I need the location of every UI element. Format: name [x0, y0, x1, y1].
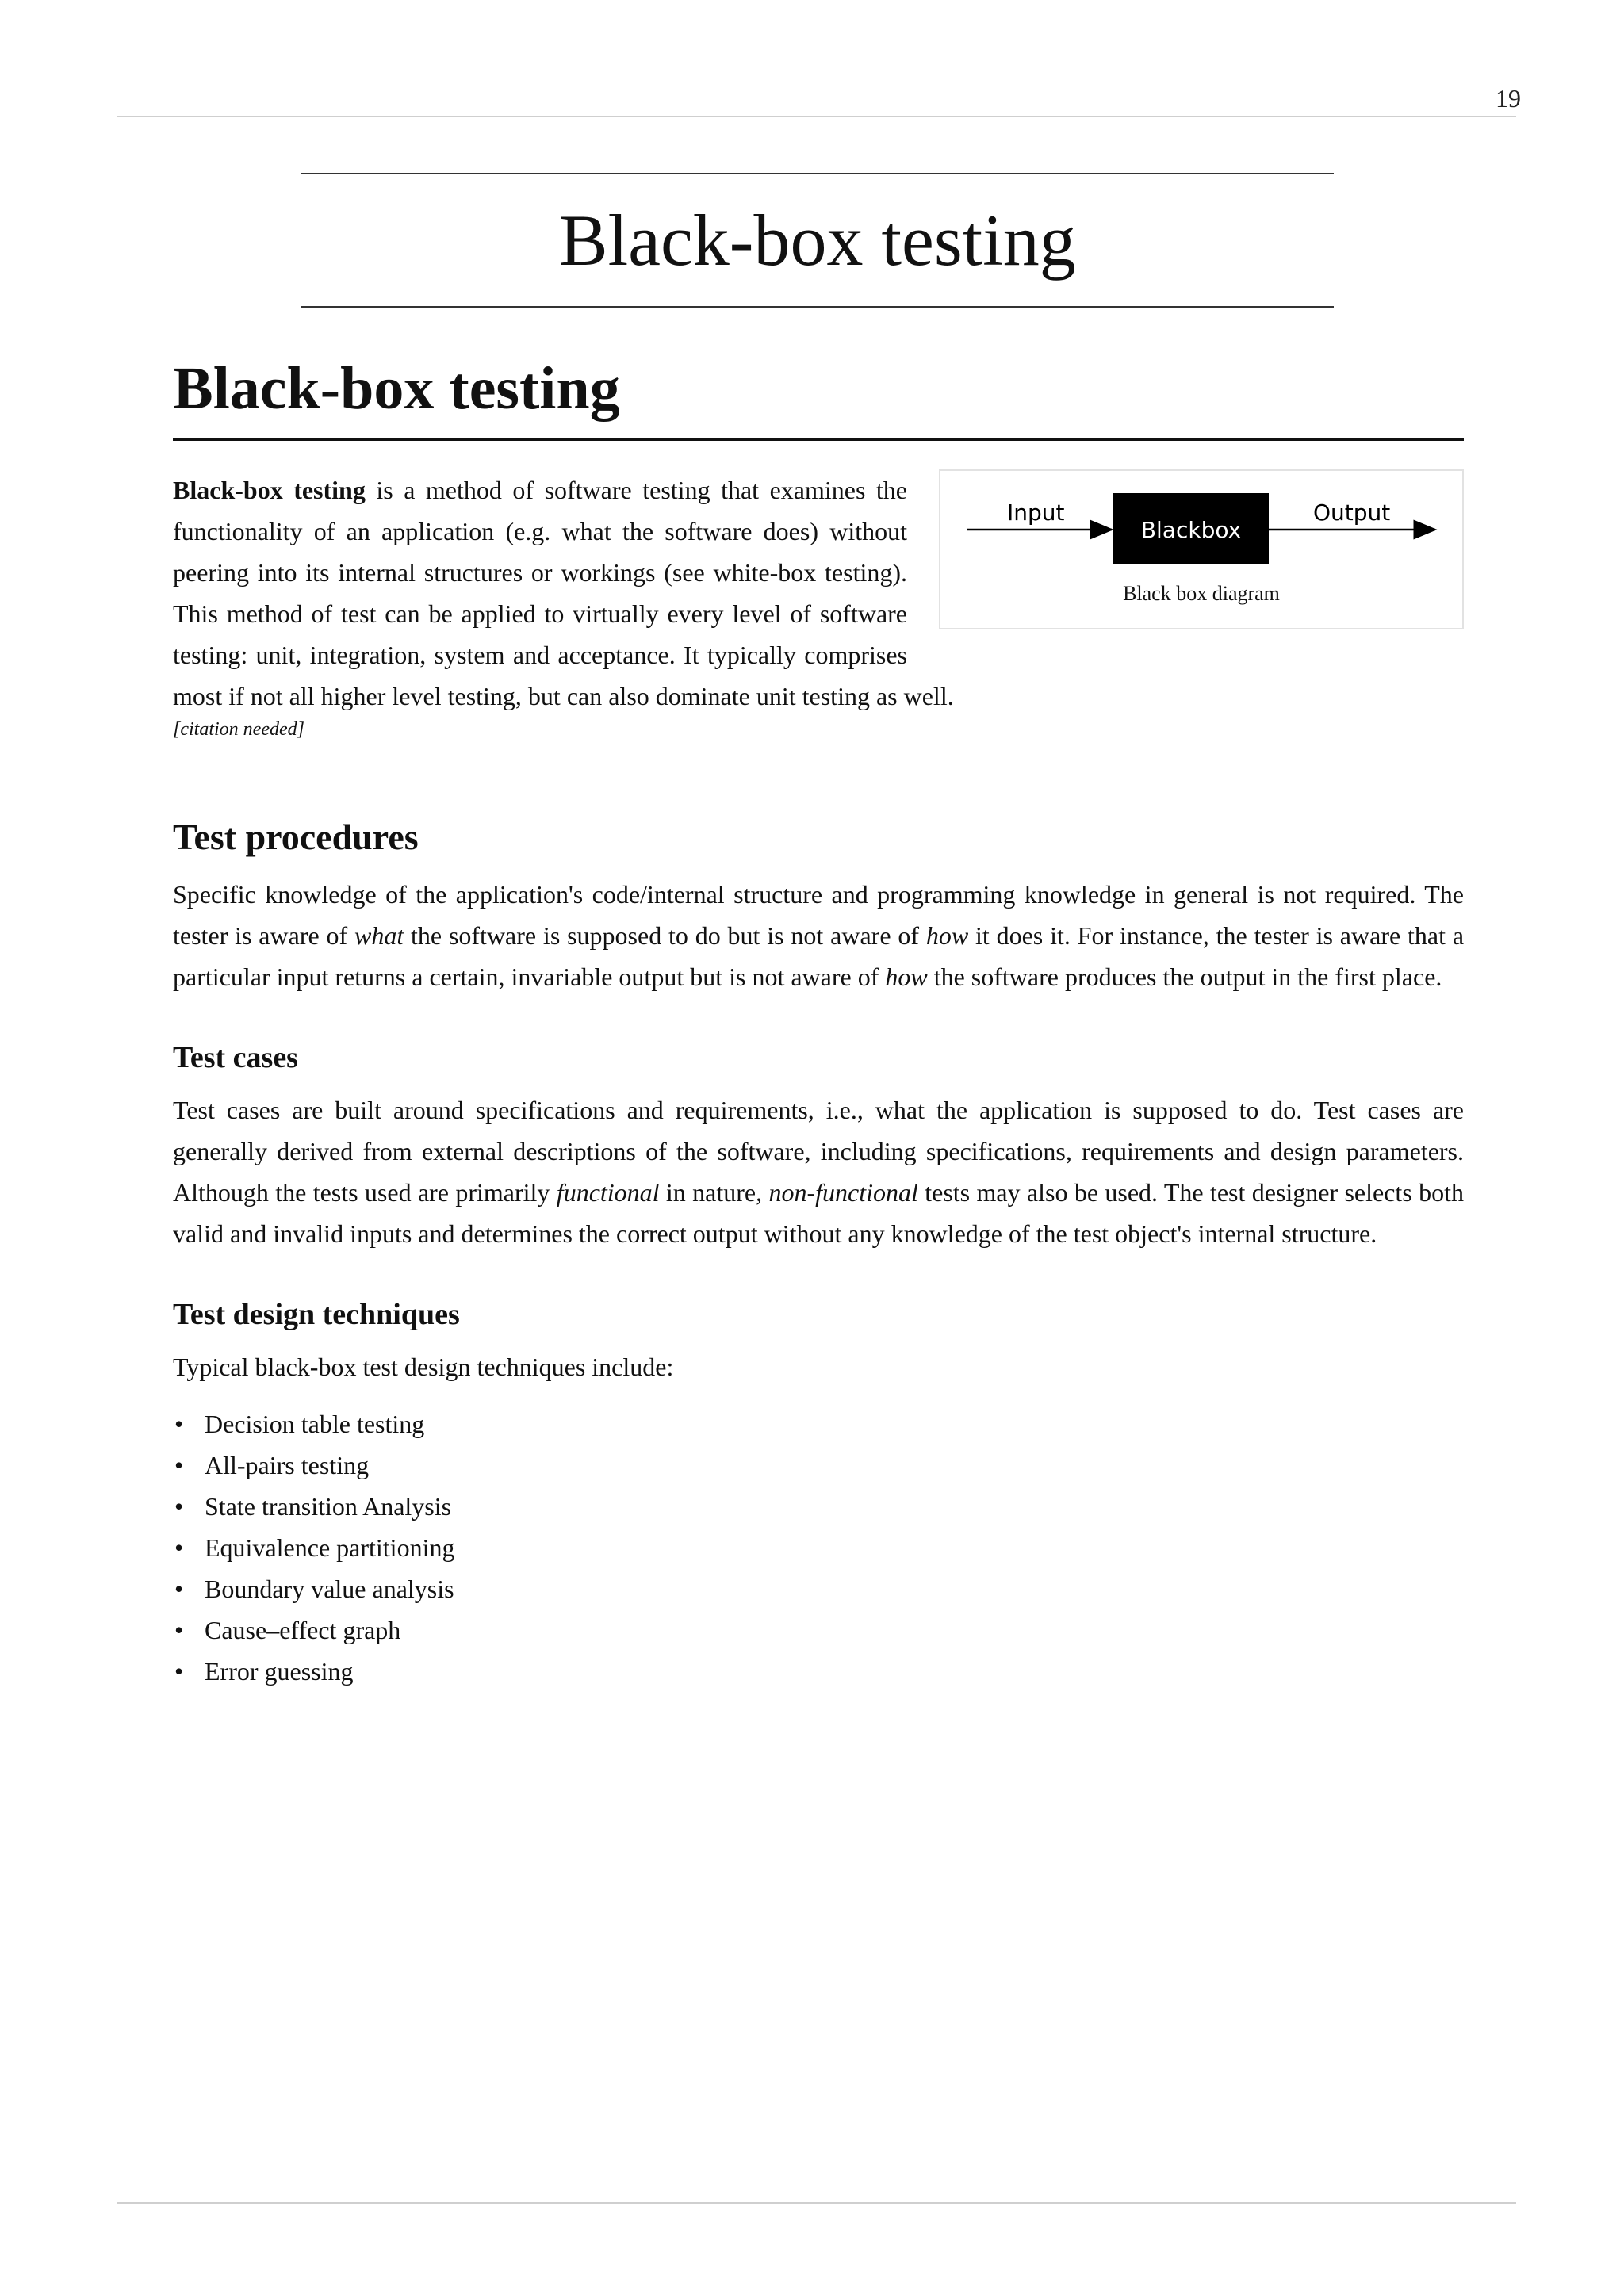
list-item: • Error guessing: [173, 1651, 1464, 1692]
citation-needed-link[interactable]: [citation needed]: [173, 719, 304, 740]
emphasis-how: how: [925, 921, 969, 950]
list-item: • Cause–effect graph: [173, 1609, 1464, 1651]
list-item: • Equivalence partitioning: [173, 1527, 1464, 1568]
intro-lead-bold: Black-box testing: [173, 476, 366, 504]
emphasis-what: what: [354, 921, 404, 950]
footer-divider: [117, 2202, 1516, 2204]
text-run: Test cases are built around specifications and requirements, i.e., what the application is supposed to do. Test cases are generally derived from external descriptions of the software, including specifications, requirements and design parameters. Although the tests used are primarily: [173, 1096, 1464, 1207]
test-design-intro: Typical black-box test design techniques include:: [173, 1353, 674, 1381]
text-run: Specific knowledge of the application's code/internal structure and programming knowledge in general is not required. The tester is aware of: [173, 880, 1464, 950]
input-label: Input: [1007, 499, 1065, 526]
section-heading-test-design-techniques: Test design techniques: [173, 1298, 460, 1331]
article-body: [173, 349, 1464, 1692]
emphasis-functional: functional: [556, 1178, 660, 1207]
text-run: in nature,: [659, 1178, 769, 1207]
text-run: the software is supposed to do but is not aware of: [404, 921, 926, 950]
figure-caption: Black box diagram: [1123, 582, 1280, 605]
emphasis-how: how: [885, 962, 928, 991]
text-run: tests may also be used. The test designer selects both valid and invalid inputs and determines the correct output without any knowledge of the test object's internal structure.: [173, 1178, 1465, 1248]
chapter-title-bottom-rule: [301, 306, 1334, 308]
output-label: Output: [1313, 499, 1391, 526]
techniques-list: [173, 1403, 1464, 1692]
header-divider: [117, 116, 1516, 117]
chapter-title: Black-box testing: [559, 200, 1076, 281]
emphasis-non-functional: non-functional: [768, 1178, 918, 1207]
black-box-diagram-figure: [939, 469, 1464, 629]
test-procedures-paragraph: [173, 874, 1464, 997]
page-number: 19: [1496, 84, 1521, 113]
article-title: Black-box testing: [173, 355, 620, 422]
list-item: • All-pairs testing: [173, 1445, 1464, 1486]
blackbox-label: Blackbox: [1140, 517, 1242, 543]
intro-text: is a method of software testing that examines the functionality of an application (e.g. what the software does) without peering into its internal structures or workings (see white-box testing). This method of test can be applied to virtually every level of software testing: unit, integration, system and acceptance. It typically comprises most if not all higher level testing, but can also dominate unit testing as well.: [173, 476, 954, 710]
text-run: it does it. For instance, the tester is aware that a particular input returns a certain, invariable output but is not aware of: [173, 921, 1465, 991]
list-item: • State transition Analysis: [173, 1486, 1464, 1527]
chapter-title-top-rule: [301, 173, 1334, 174]
article-title-rule: [173, 438, 1464, 441]
text-run: the software produces the output in the first place.: [927, 962, 1442, 991]
list-item: • Decision table testing: [173, 1403, 1464, 1445]
section-heading-test-procedures: Test procedures: [173, 817, 419, 857]
test-cases-paragraph: [173, 1089, 1464, 1254]
section-heading-test-cases: Test cases: [173, 1041, 298, 1074]
list-item: • Boundary value analysis: [173, 1568, 1464, 1609]
